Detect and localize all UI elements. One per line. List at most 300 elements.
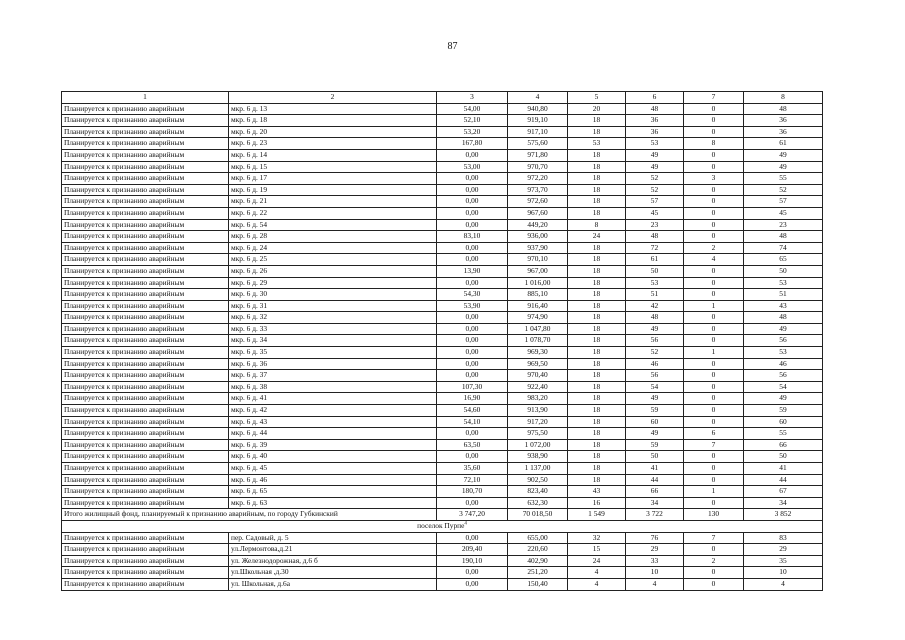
- value-cell: 18: [568, 289, 626, 301]
- value-cell: 1 016,00: [508, 277, 568, 289]
- value-cell: 41: [744, 463, 823, 475]
- table-row: [62, 149, 823, 161]
- status-cell: Планируется к признанию аварийным: [62, 138, 229, 150]
- value-cell: 150,40: [508, 578, 568, 590]
- value-cell: 20: [568, 103, 626, 115]
- value-cell: 0,00: [437, 323, 508, 335]
- value-cell: 8: [568, 219, 626, 231]
- value-cell: 41: [626, 463, 684, 475]
- value-cell: 10: [744, 567, 823, 579]
- value-cell: 971,80: [508, 149, 568, 161]
- value-cell: 83,10: [437, 231, 508, 243]
- table-row: [62, 497, 823, 509]
- address-cell: мкр. 6 д. 28: [229, 231, 437, 243]
- value-cell: 35,60: [437, 463, 508, 475]
- address-cell: мкр. 6 д. 30: [229, 289, 437, 301]
- address-cell: мкр. 6 д. 44: [229, 428, 437, 440]
- status-cell: Планируется к признанию аварийным: [62, 231, 229, 243]
- value-cell: 51: [626, 289, 684, 301]
- value-cell: 15: [568, 544, 626, 556]
- value-cell: 0,00: [437, 578, 508, 590]
- value-cell: 83: [744, 532, 823, 544]
- value-cell: 23: [626, 219, 684, 231]
- value-cell: 0: [684, 312, 744, 324]
- address-cell: мкр. 6 д. 54: [229, 219, 437, 231]
- value-cell: 23: [744, 219, 823, 231]
- status-cell: Планируется к признанию аварийным: [62, 254, 229, 266]
- value-cell: 0: [684, 265, 744, 277]
- value-cell: 107,30: [437, 381, 508, 393]
- value-cell: 49: [744, 149, 823, 161]
- table-row: [62, 254, 823, 266]
- value-cell: 0,00: [437, 312, 508, 324]
- status-cell: Планируется к признанию аварийным: [62, 439, 229, 451]
- value-cell: 46: [744, 358, 823, 370]
- value-cell: 0: [684, 544, 744, 556]
- status-cell: Планируется к признанию аварийным: [62, 532, 229, 544]
- value-cell: 36: [744, 126, 823, 138]
- value-cell: 57: [626, 196, 684, 208]
- column-number: 1: [62, 92, 229, 104]
- address-cell: мкр. 6 д. 25: [229, 254, 437, 266]
- value-cell: 18: [568, 370, 626, 382]
- value-cell: 49: [626, 323, 684, 335]
- status-cell: Планируется к признанию аварийным: [62, 173, 229, 185]
- table-row: [62, 544, 823, 556]
- address-cell: мкр. 6 д. 45: [229, 463, 437, 475]
- status-cell: Планируется к признанию аварийным: [62, 416, 229, 428]
- address-cell: мкр. 6 д. 17: [229, 173, 437, 185]
- value-cell: 48: [626, 312, 684, 324]
- value-cell: 18: [568, 416, 626, 428]
- value-cell: 0,00: [437, 242, 508, 254]
- value-cell: 49: [626, 149, 684, 161]
- value-cell: 63,50: [437, 439, 508, 451]
- status-cell: Планируется к признанию аварийным: [62, 451, 229, 463]
- value-cell: 55: [744, 428, 823, 440]
- value-cell: 18: [568, 428, 626, 440]
- value-cell: 54,30: [437, 289, 508, 301]
- value-cell: 575,60: [508, 138, 568, 150]
- value-cell: 59: [626, 439, 684, 451]
- value-cell: 16,90: [437, 393, 508, 405]
- value-cell: 0: [684, 103, 744, 115]
- value-cell: 975,50: [508, 428, 568, 440]
- value-cell: 65: [744, 254, 823, 266]
- value-cell: 34: [744, 497, 823, 509]
- value-cell: 1: [684, 486, 744, 498]
- table-row: [62, 103, 823, 115]
- address-cell: мкр. 6 д. 32: [229, 312, 437, 324]
- status-cell: Планируется к признанию аварийным: [62, 126, 229, 138]
- address-cell: мкр. 6 д. 23: [229, 138, 437, 150]
- value-cell: 0: [684, 161, 744, 173]
- value-cell: 24: [568, 555, 626, 567]
- value-cell: 402,90: [508, 555, 568, 567]
- value-cell: 3: [684, 173, 744, 185]
- address-cell: ул. Школьная, д.6а: [229, 578, 437, 590]
- status-cell: Планируется к признанию аварийным: [62, 347, 229, 359]
- table-row: [62, 428, 823, 440]
- value-cell: 0: [684, 231, 744, 243]
- value-cell: 13,90: [437, 265, 508, 277]
- value-cell: 18: [568, 393, 626, 405]
- value-cell: 449,20: [508, 219, 568, 231]
- table-row: [62, 196, 823, 208]
- table-row: [62, 405, 823, 417]
- table-row: [62, 323, 823, 335]
- value-cell: 1 137,00: [508, 463, 568, 475]
- value-cell: 18: [568, 161, 626, 173]
- value-cell: 53,90: [437, 300, 508, 312]
- table-row: [62, 335, 823, 347]
- value-cell: 167,80: [437, 138, 508, 150]
- address-cell: ул.Школьная ,д.30: [229, 567, 437, 579]
- value-cell: 18: [568, 439, 626, 451]
- total-value: 130: [684, 509, 744, 521]
- table-row: [62, 555, 823, 567]
- value-cell: 48: [626, 103, 684, 115]
- value-cell: 6: [684, 428, 744, 440]
- footnote-marker: 4: [464, 521, 467, 527]
- value-cell: 0,00: [437, 532, 508, 544]
- address-cell: мкр. 6 д. 38: [229, 381, 437, 393]
- status-cell: Планируется к признанию аварийным: [62, 428, 229, 440]
- value-cell: 969,30: [508, 347, 568, 359]
- value-cell: 48: [744, 312, 823, 324]
- value-cell: 18: [568, 463, 626, 475]
- status-cell: Планируется к признанию аварийным: [62, 405, 229, 417]
- value-cell: 48: [626, 231, 684, 243]
- table-row: [62, 358, 823, 370]
- address-cell: мкр. 6 д. 15: [229, 161, 437, 173]
- value-cell: 18: [568, 335, 626, 347]
- status-cell: Планируется к признанию аварийным: [62, 567, 229, 579]
- table-row: [62, 300, 823, 312]
- value-cell: 970,40: [508, 370, 568, 382]
- value-cell: 190,10: [437, 555, 508, 567]
- total-value: 70 018,50: [508, 509, 568, 521]
- value-cell: 54,60: [437, 405, 508, 417]
- value-cell: 7: [684, 439, 744, 451]
- status-cell: Планируется к признанию аварийным: [62, 578, 229, 590]
- address-cell: мкр. 6 д. 35: [229, 347, 437, 359]
- value-cell: 53: [744, 277, 823, 289]
- value-cell: 1: [684, 300, 744, 312]
- value-cell: 18: [568, 254, 626, 266]
- value-cell: 2: [684, 242, 744, 254]
- value-cell: 60: [744, 416, 823, 428]
- status-cell: Планируется к признанию аварийным: [62, 323, 229, 335]
- value-cell: 18: [568, 381, 626, 393]
- address-cell: мкр. 6 д. 65: [229, 486, 437, 498]
- value-cell: 0: [684, 497, 744, 509]
- value-cell: 18: [568, 347, 626, 359]
- status-cell: Планируется к признанию аварийным: [62, 242, 229, 254]
- value-cell: 0: [684, 463, 744, 475]
- total-value: 3 747,20: [437, 509, 508, 521]
- value-cell: 0: [684, 381, 744, 393]
- value-cell: 0: [684, 149, 744, 161]
- status-cell: Планируется к признанию аварийным: [62, 358, 229, 370]
- status-cell: Планируется к признанию аварийным: [62, 335, 229, 347]
- value-cell: 1 047,80: [508, 323, 568, 335]
- status-cell: Планируется к признанию аварийным: [62, 289, 229, 301]
- value-cell: 972,20: [508, 173, 568, 185]
- status-cell: Планируется к признанию аварийным: [62, 277, 229, 289]
- value-cell: 74: [744, 242, 823, 254]
- value-cell: 29: [744, 544, 823, 556]
- value-cell: 2: [684, 555, 744, 567]
- value-cell: 967,60: [508, 207, 568, 219]
- value-cell: 885,10: [508, 289, 568, 301]
- address-cell: ул.Лермонтова,д.21: [229, 544, 437, 556]
- value-cell: 0,00: [437, 149, 508, 161]
- value-cell: 18: [568, 358, 626, 370]
- value-cell: 56: [744, 370, 823, 382]
- total-value: 3 852: [744, 509, 823, 521]
- value-cell: 18: [568, 474, 626, 486]
- table-row: [62, 265, 823, 277]
- value-cell: 1: [684, 347, 744, 359]
- total-value: 3 722: [626, 509, 684, 521]
- address-cell: мкр. 6 д. 21: [229, 196, 437, 208]
- value-cell: 18: [568, 115, 626, 127]
- value-cell: 18: [568, 300, 626, 312]
- table-row: [62, 231, 823, 243]
- value-cell: 29: [626, 544, 684, 556]
- value-cell: 59: [744, 405, 823, 417]
- value-cell: 0,00: [437, 184, 508, 196]
- value-cell: 66: [626, 486, 684, 498]
- value-cell: 49: [744, 323, 823, 335]
- value-cell: 0: [684, 289, 744, 301]
- table-row: [62, 219, 823, 231]
- status-cell: Планируется к признанию аварийным: [62, 207, 229, 219]
- value-cell: 53: [744, 347, 823, 359]
- value-cell: 0: [684, 567, 744, 579]
- table-row: [62, 242, 823, 254]
- status-cell: Планируется к признанию аварийным: [62, 381, 229, 393]
- status-cell: Планируется к признанию аварийным: [62, 486, 229, 498]
- address-cell: мкр. 6 д. 41: [229, 393, 437, 405]
- column-number: 4: [508, 92, 568, 104]
- value-cell: 46: [626, 358, 684, 370]
- value-cell: 49: [744, 393, 823, 405]
- address-cell: мкр. 6 д. 39: [229, 439, 437, 451]
- page-number: 87: [447, 41, 458, 52]
- table-row: [62, 115, 823, 127]
- address-cell: мкр. 6 д. 33: [229, 323, 437, 335]
- housing-table: [61, 91, 823, 591]
- value-cell: 220,60: [508, 544, 568, 556]
- table-row: [62, 138, 823, 150]
- value-cell: 8: [684, 138, 744, 150]
- value-cell: 18: [568, 405, 626, 417]
- status-cell: Планируется к признанию аварийным: [62, 312, 229, 324]
- value-cell: 4: [568, 567, 626, 579]
- address-cell: мкр. 6 д. 14: [229, 149, 437, 161]
- value-cell: 917,10: [508, 126, 568, 138]
- value-cell: 18: [568, 173, 626, 185]
- address-cell: мкр. 6 д. 37: [229, 370, 437, 382]
- status-cell: Планируется к признанию аварийным: [62, 149, 229, 161]
- value-cell: 36: [626, 115, 684, 127]
- status-cell: Планируется к признанию аварийным: [62, 184, 229, 196]
- value-cell: 0,00: [437, 347, 508, 359]
- value-cell: 18: [568, 242, 626, 254]
- value-cell: 55: [744, 173, 823, 185]
- status-cell: Планируется к признанию аварийным: [62, 115, 229, 127]
- status-cell: Планируется к признанию аварийным: [62, 393, 229, 405]
- value-cell: 922,40: [508, 381, 568, 393]
- address-cell: мкр. 6 д. 13: [229, 103, 437, 115]
- value-cell: 632,30: [508, 497, 568, 509]
- column-number: 5: [568, 92, 626, 104]
- value-cell: 10: [626, 567, 684, 579]
- column-number: 2: [229, 92, 437, 104]
- value-cell: 7: [684, 532, 744, 544]
- value-cell: 917,20: [508, 416, 568, 428]
- value-cell: 0: [684, 451, 744, 463]
- value-cell: 32: [568, 532, 626, 544]
- value-cell: 72,10: [437, 474, 508, 486]
- total-value: 1 549: [568, 509, 626, 521]
- value-cell: 0: [684, 578, 744, 590]
- value-cell: 53,00: [437, 161, 508, 173]
- value-cell: 0: [684, 126, 744, 138]
- status-cell: Планируется к признанию аварийным: [62, 370, 229, 382]
- total-label: Итого жилищный фонд, планируемый к признанию аварийным, по городу Губкинский: [62, 509, 437, 521]
- address-cell: мкр. 6 д. 42: [229, 405, 437, 417]
- value-cell: 33: [626, 555, 684, 567]
- value-cell: 53: [626, 277, 684, 289]
- value-cell: 970,70: [508, 161, 568, 173]
- value-cell: 18: [568, 149, 626, 161]
- address-cell: ул. Железнодорожная, д.6 б: [229, 555, 437, 567]
- value-cell: 61: [744, 138, 823, 150]
- address-cell: мкр. 6 д. 63: [229, 497, 437, 509]
- status-cell: Планируется к признанию аварийным: [62, 161, 229, 173]
- value-cell: 0: [684, 207, 744, 219]
- value-cell: 52: [626, 347, 684, 359]
- value-cell: 973,70: [508, 184, 568, 196]
- value-cell: 36: [626, 126, 684, 138]
- value-cell: 0: [684, 393, 744, 405]
- address-cell: мкр. 6 д. 18: [229, 115, 437, 127]
- value-cell: 0: [684, 370, 744, 382]
- value-cell: 59: [626, 405, 684, 417]
- table-row: [62, 567, 823, 579]
- value-cell: 938,90: [508, 451, 568, 463]
- value-cell: 54: [626, 381, 684, 393]
- value-cell: 50: [744, 265, 823, 277]
- table-row: [62, 486, 823, 498]
- value-cell: 902,50: [508, 474, 568, 486]
- value-cell: 0,00: [437, 277, 508, 289]
- value-cell: 919,10: [508, 115, 568, 127]
- value-cell: 49: [744, 161, 823, 173]
- value-cell: 0: [684, 115, 744, 127]
- address-cell: мкр. 6 д. 20: [229, 126, 437, 138]
- value-cell: 4: [684, 254, 744, 266]
- address-cell: мкр. 6 д. 29: [229, 277, 437, 289]
- value-cell: 51: [744, 289, 823, 301]
- value-cell: 18: [568, 126, 626, 138]
- table-row: [62, 451, 823, 463]
- value-cell: 0: [684, 474, 744, 486]
- value-cell: 49: [626, 393, 684, 405]
- value-cell: 52,10: [437, 115, 508, 127]
- value-cell: 18: [568, 312, 626, 324]
- value-cell: 56: [744, 335, 823, 347]
- address-cell: мкр. 6 д. 31: [229, 300, 437, 312]
- table-row: [62, 532, 823, 544]
- value-cell: 0: [684, 335, 744, 347]
- value-cell: 0,00: [437, 497, 508, 509]
- value-cell: 53: [568, 138, 626, 150]
- value-cell: 60: [626, 416, 684, 428]
- address-cell: мкр. 6 д. 36: [229, 358, 437, 370]
- value-cell: 54,10: [437, 416, 508, 428]
- value-cell: 57: [744, 196, 823, 208]
- address-cell: мкр. 6 д. 40: [229, 451, 437, 463]
- value-cell: 44: [744, 474, 823, 486]
- value-cell: 18: [568, 184, 626, 196]
- status-cell: Планируется к признанию аварийным: [62, 196, 229, 208]
- value-cell: 43: [744, 300, 823, 312]
- table-row: [62, 161, 823, 173]
- value-cell: 45: [626, 207, 684, 219]
- value-cell: 56: [626, 335, 684, 347]
- value-cell: 18: [568, 196, 626, 208]
- value-cell: 180,70: [437, 486, 508, 498]
- status-cell: Планируется к признанию аварийным: [62, 463, 229, 475]
- value-cell: 0,00: [437, 196, 508, 208]
- value-cell: 50: [744, 451, 823, 463]
- column-number-row: [62, 92, 823, 104]
- column-number: 7: [684, 92, 744, 104]
- status-cell: Планируется к признанию аварийным: [62, 300, 229, 312]
- value-cell: 940,80: [508, 103, 568, 115]
- value-cell: 967,00: [508, 265, 568, 277]
- value-cell: 937,90: [508, 242, 568, 254]
- value-cell: 76: [626, 532, 684, 544]
- value-cell: 4: [568, 578, 626, 590]
- value-cell: 18: [568, 277, 626, 289]
- value-cell: 0,00: [437, 335, 508, 347]
- value-cell: 49: [626, 161, 684, 173]
- value-cell: 24: [568, 231, 626, 243]
- value-cell: 823,40: [508, 486, 568, 498]
- column-number: 3: [437, 92, 508, 104]
- value-cell: 0: [684, 219, 744, 231]
- status-cell: Планируется к признанию аварийным: [62, 555, 229, 567]
- value-cell: 1 072,00: [508, 439, 568, 451]
- value-cell: 4: [626, 578, 684, 590]
- table-row: [62, 370, 823, 382]
- value-cell: 52: [744, 184, 823, 196]
- section-title: поселок Пурпе: [417, 520, 465, 530]
- value-cell: 42: [626, 300, 684, 312]
- table-row: [62, 393, 823, 405]
- column-number: 8: [744, 92, 823, 104]
- value-cell: 18: [568, 451, 626, 463]
- value-cell: 972,60: [508, 196, 568, 208]
- table-row: [62, 277, 823, 289]
- status-cell: Планируется к признанию аварийным: [62, 103, 229, 115]
- value-cell: 0,00: [437, 451, 508, 463]
